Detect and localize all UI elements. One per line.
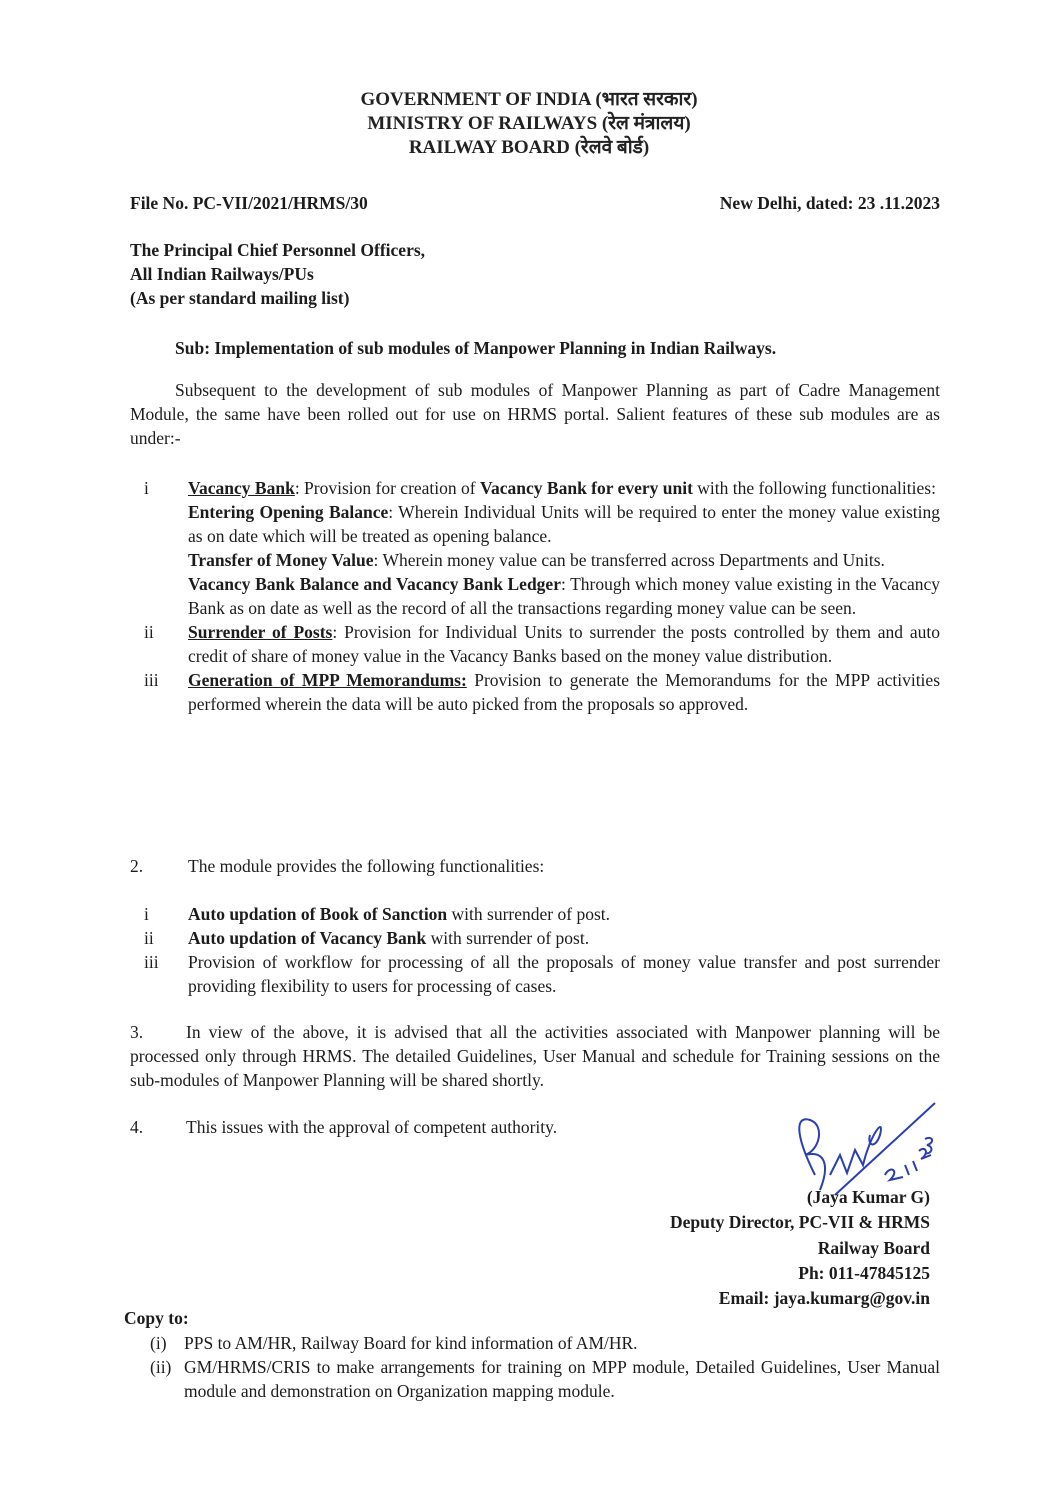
signatory-email: Email: jaya.kumarg@gov.in: [718, 1288, 930, 1308]
feature-bold: Vacancy Bank for every unit: [479, 478, 693, 498]
feature-text: Provision to generate the Memorandums for the MPP activities performed wherein the data will be auto picked from the proposals so approved.: [188, 670, 940, 714]
sub-feature: [188, 500, 940, 548]
item-number: iii: [144, 952, 159, 972]
feature-item: [130, 620, 940, 668]
addressee: [130, 238, 425, 310]
sub-feature: [188, 548, 940, 572]
para-text: This issues with the approval of competent authority.: [186, 1117, 558, 1137]
item-number: i: [144, 904, 149, 924]
sub-feature-title: Entering Opening Balance: [188, 502, 389, 522]
header-line-2: MINISTRY OF RAILWAYS (रेल मंत्रालय): [367, 113, 691, 134]
intro-paragraph: Subsequent to the development of sub modules of Manpower Planning as part of Cadre Management Module, the same have been rolled out for use on HRMS portal. Salient features of these sub modules are as under:-: [130, 380, 940, 448]
signatory-designation: Deputy Director, PC-VII & HRMS: [669, 1212, 930, 1232]
feature-text: with the following functionalities:: [692, 478, 936, 498]
item-number: ii: [144, 622, 154, 642]
date: New Delhi, dated: 23 .11.2023: [719, 193, 940, 213]
item-text: Provision of workflow for processing of all the proposals of money value transfer and post surrender providing flexibility to users for processing of cases.: [188, 952, 940, 996]
sub-feature: [188, 572, 940, 620]
sub-feature-title: Vacancy Bank Balance and Vacancy Bank Ledger: [188, 574, 561, 594]
item-bold: Auto updation of Vacancy Bank: [188, 928, 427, 948]
functionality-item: [130, 950, 940, 998]
feature-text: : Provision for creation of: [294, 478, 480, 498]
feature-title: Generation of MPP Memorandums:: [188, 670, 467, 690]
addressee-line: (As per standard mailing list): [130, 288, 350, 308]
sub-feature-text: : Wherein Individual Units will be required to enter the money value existing as on date which will be treated as opening balance.: [188, 502, 940, 546]
feature-title: Surrender of Posts: [188, 622, 333, 642]
paragraph-2: [130, 854, 940, 998]
item-text: with surrender of post.: [426, 928, 590, 948]
item-text: GM/HRMS/CRIS to make arrangements for training on MPP module, Detailed Guidelines, User Manual module and demonstration on Organization mapping module.: [184, 1357, 940, 1401]
copy-to-item: [150, 1331, 940, 1355]
functionality-item: [130, 902, 940, 926]
copy-to-item: [150, 1355, 940, 1403]
subject: Sub: Implementation of sub modules of Manpower Planning in Indian Railways.: [175, 338, 777, 358]
addressee-line: The Principal Chief Personnel Officers,: [130, 240, 426, 260]
para-number: 3.: [130, 1022, 144, 1042]
paragraph-4: [130, 1115, 557, 1139]
header-line-1: GOVERNMENT OF INDIA (भारत सरकार): [360, 89, 698, 110]
item-text: PPS to AM/HR, Railway Board for kind information of AM/HR.: [184, 1333, 638, 1353]
para-number: 2.: [130, 856, 144, 876]
copy-to-list: [150, 1331, 940, 1403]
functionality-item: [130, 926, 940, 950]
header-line-3: RAILWAY BOARD (रेलवे बोर्ड): [408, 137, 650, 158]
paragraph-3: [130, 1020, 940, 1092]
signatory-office: Railway Board: [817, 1238, 930, 1258]
feature-title: Vacancy Bank: [188, 478, 295, 498]
sub-feature-text: : Through which money value existing in the Vacancy Bank as on date as well as the record of all the transactions regarding money value can be seen.: [188, 574, 941, 618]
signatory-phone: Ph: 011-47845125: [798, 1263, 930, 1283]
sub-feature-text: : Wherein money value can be transferred across Departments and Units.: [373, 550, 885, 570]
addressee-line: All Indian Railways/PUs: [130, 264, 314, 284]
copy-to-label: Copy to:: [124, 1308, 189, 1328]
feature-item: [130, 668, 940, 716]
item-text: with surrender of post.: [447, 904, 610, 924]
para-text: In view of the above, it is advised that all the activities associated with Manpower planning will be processed only through HRMS. The detailed Guidelines, User Manual and schedule for Training sessions on the sub-modules of Manpower Planning will be shared shortly.: [130, 1022, 940, 1090]
sub-feature-title: Transfer of Money Value: [188, 550, 374, 570]
item-bold: Auto updation of Book of Sanction: [188, 904, 448, 924]
para-text: The module provides the following functionalities:: [188, 856, 545, 876]
item-number: (ii): [150, 1357, 172, 1377]
feature-text: : Provision for Individual Units to surrender the posts controlled by them and auto credit of share of money value in the Vacancy Banks based on the money value distribution.: [188, 622, 940, 666]
item-number: ii: [144, 928, 154, 948]
para-number: 4.: [130, 1117, 144, 1137]
item-number: (i): [150, 1333, 167, 1353]
item-number: i: [144, 478, 149, 498]
item-number: iii: [144, 670, 159, 690]
feature-item: [130, 476, 940, 620]
signatory-name: (Jaya Kumar G): [806, 1187, 930, 1207]
file-number: File No. PC-VII/2021/HRMS/30: [130, 193, 368, 213]
features-list: [130, 476, 940, 716]
